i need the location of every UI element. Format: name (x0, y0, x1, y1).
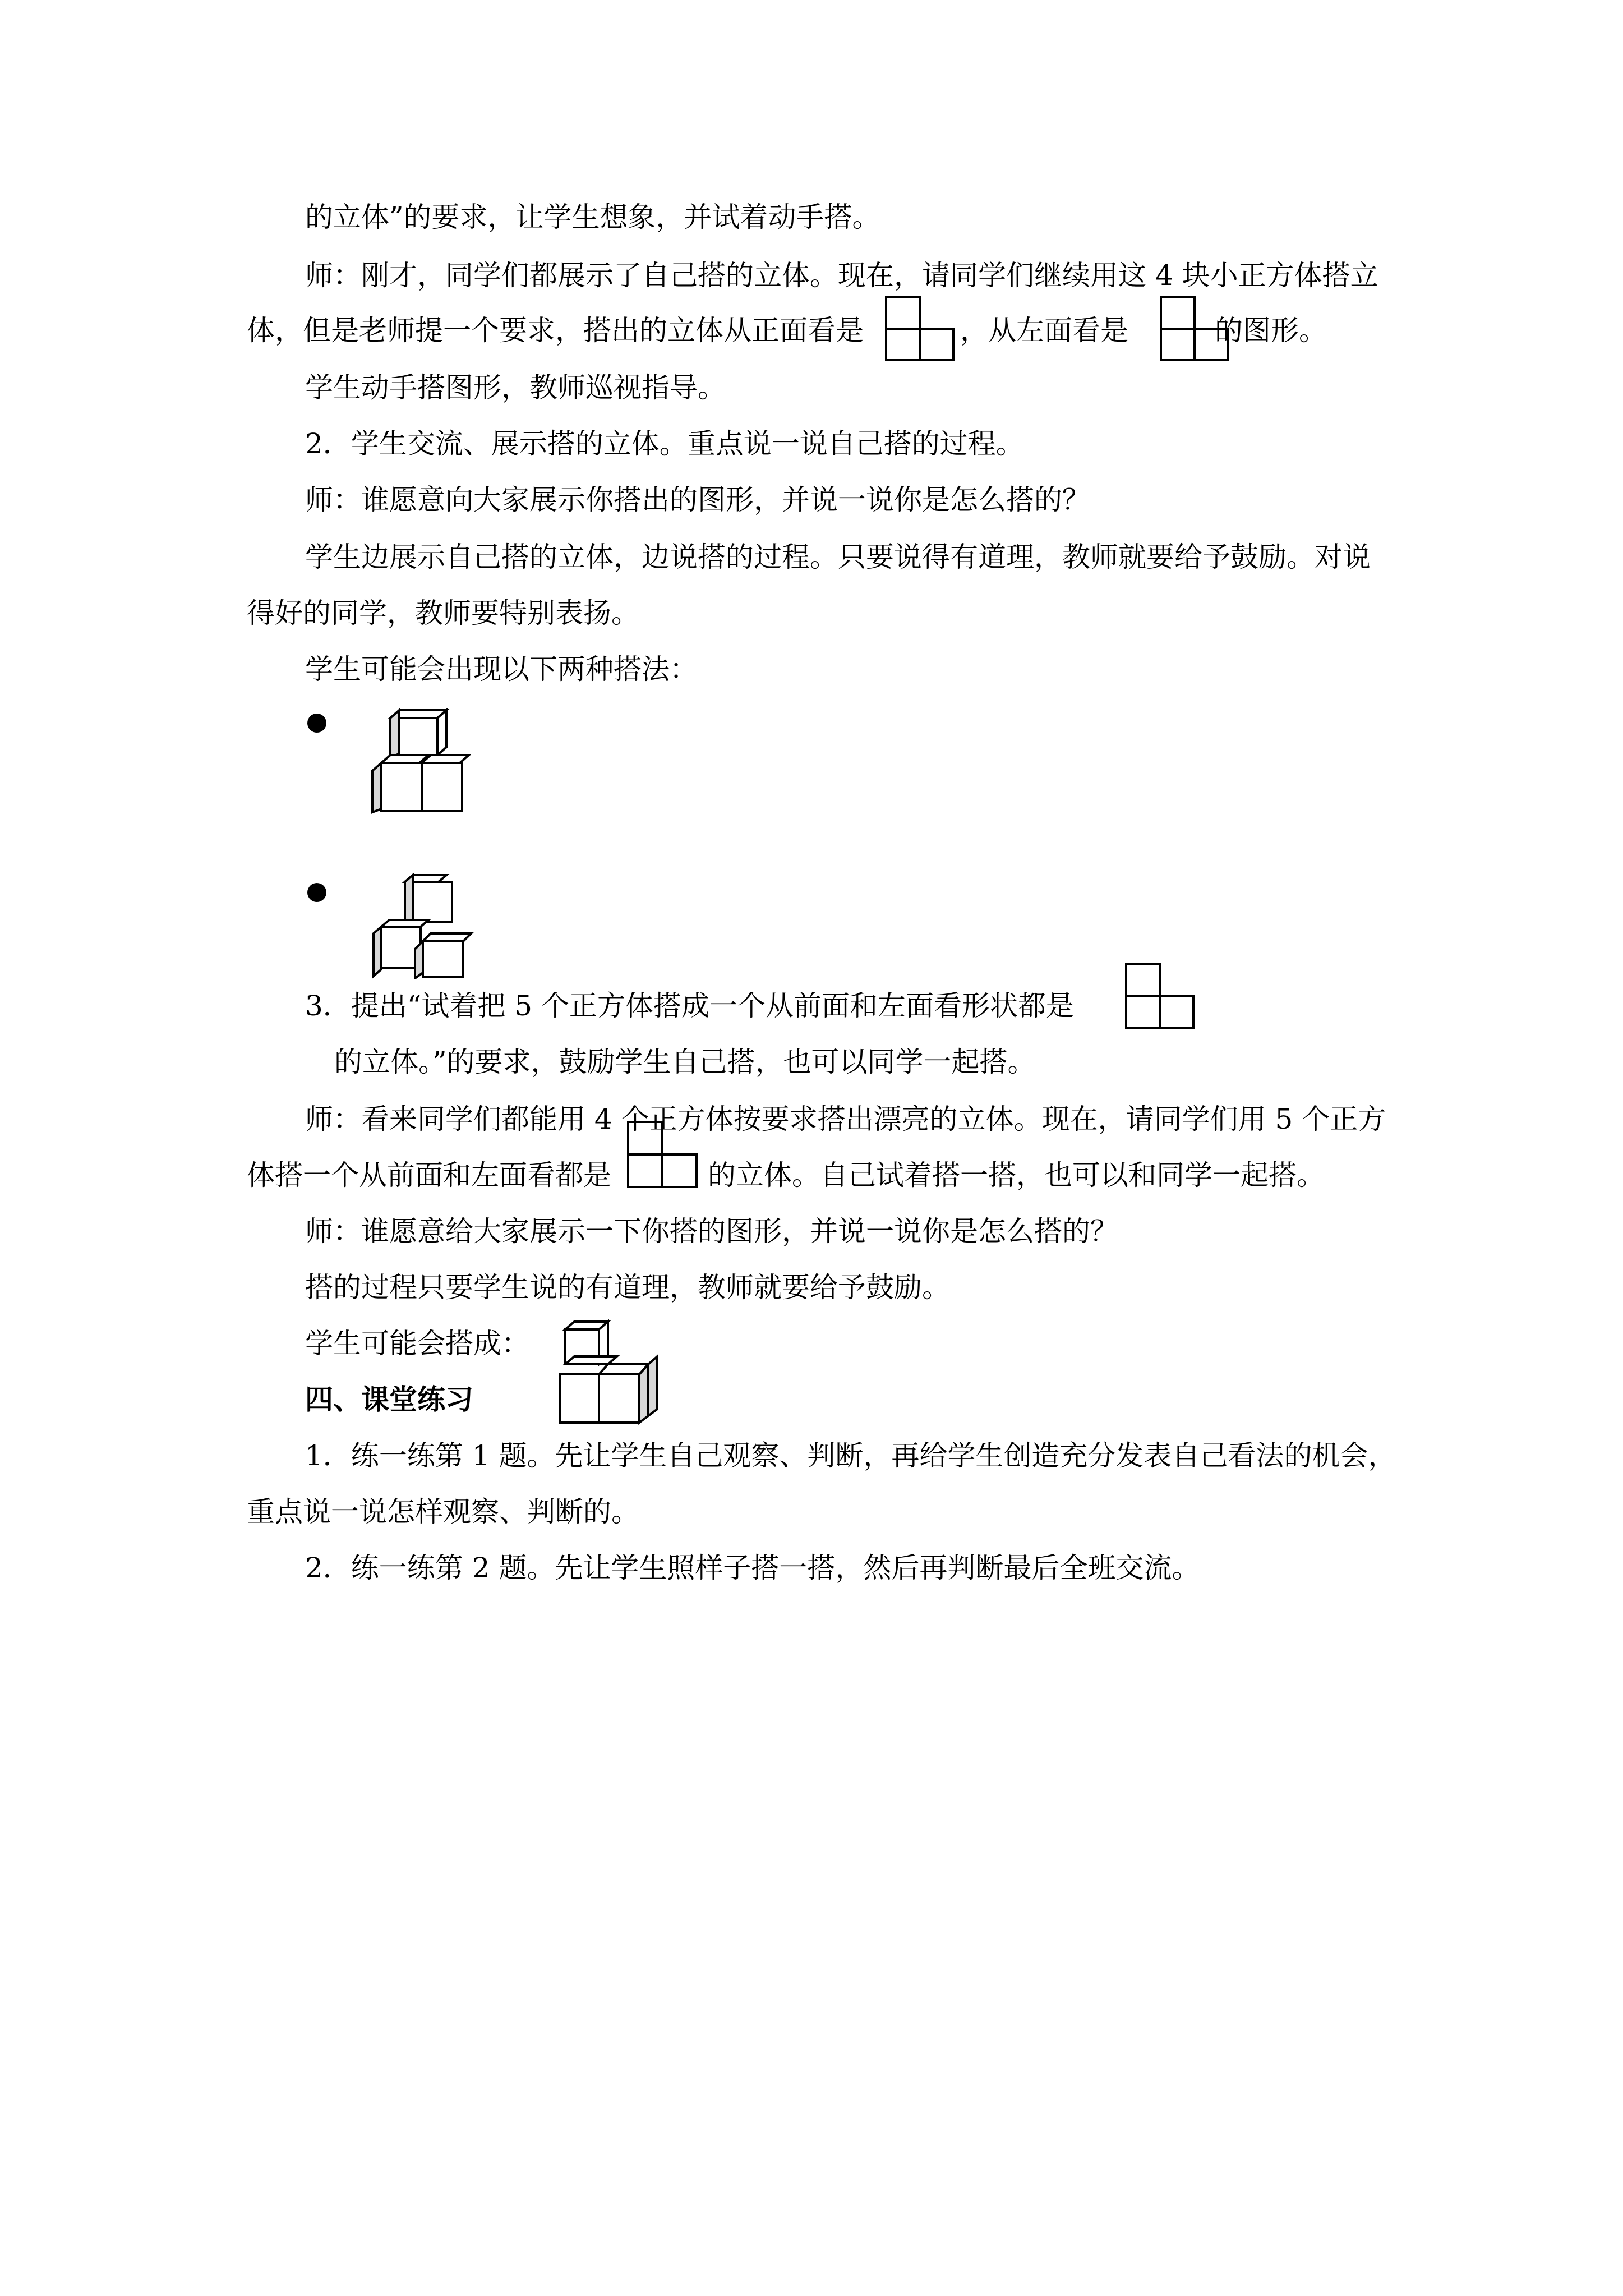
para-line: 师：谁愿意向大家展示你搭出的图形，并说一说你是怎么搭的？ (305, 484, 1090, 516)
section-heading: 四、课堂练习 (305, 1383, 473, 1416)
para-line: 体，但是老师提一个要求，搭出的立体从正面看是 (247, 314, 864, 347)
para-line: 2．练一练第 2 题。先让学生照样子搭一搭，然后再判断最后全班交流。 (305, 1552, 1200, 1584)
para-line: 师：谁愿意给大家展示一下你搭的图形，并说一说你是怎么搭的？ (305, 1215, 1118, 1248)
view-figure-para10 (627, 1121, 699, 1189)
para-line: 2．学生交流、展示搭的立体。重点说一说自己搭的过程。 (305, 427, 1024, 460)
para-line: 得好的同学，教师要特别表扬。 (247, 597, 639, 629)
para-line: 学生可能会出现以下两种搭法： (305, 653, 698, 685)
cube-structure-figure-2 (372, 873, 485, 979)
para-line: 3．提出“试着把 5 个正方体搭成一个从前面和左面看形状都是 (305, 990, 1074, 1022)
bullet-dot (307, 714, 326, 733)
view-figure-item3 (1125, 963, 1196, 1030)
para-line: 的图形。 (1215, 314, 1327, 347)
para-line: ，从左面看是 (960, 314, 1128, 347)
para-line: 师：看来同学们都能用 4 个正方体按要求搭出漂亮的立体。现在，请同学们用 5 个正方 (305, 1103, 1386, 1135)
para-line: 学生动手搭图形，教师巡视指导。 (305, 371, 726, 404)
bullet-dot (307, 883, 326, 902)
para-line: 学生边展示自己搭的立体，边说搭的过程。只要说得有道理，教师就要给予鼓励。对说 (305, 541, 1371, 573)
para-line: 学生可能会搭成： (305, 1327, 529, 1360)
left-view-figure (1160, 296, 1230, 362)
para-line: 的立体。自己试着搭一搭，也可以和同学一起搭。 (708, 1159, 1325, 1191)
para-line: 体搭一个从前面和左面看都是 (247, 1159, 611, 1191)
cube-structure-figure-1 (370, 708, 471, 815)
para-line: 师：刚才，同学们都展示了自己搭的立体。现在，请同学们继续用这 4 块小正方体搭立 (305, 259, 1378, 292)
para-line: 的立体。”的要求，鼓励学生自己搭，也可以同学一起搭。 (334, 1046, 1036, 1078)
para-line: 1．练一练第 1 题。先让学生自己观察、判断，再给学生创造充分发表自己看法的机会， (305, 1439, 1396, 1472)
para-line: 重点说一说怎样观察、判断的。 (247, 1496, 639, 1528)
cube-structure-figure-3 (559, 1319, 671, 1426)
front-view-figure (885, 296, 956, 362)
para-line: 的立体”的要求，让学生想象，并试着动手搭。 (305, 201, 880, 233)
para-line: 搭的过程只要学生说的有道理，教师就要给予鼓励。 (305, 1271, 950, 1304)
